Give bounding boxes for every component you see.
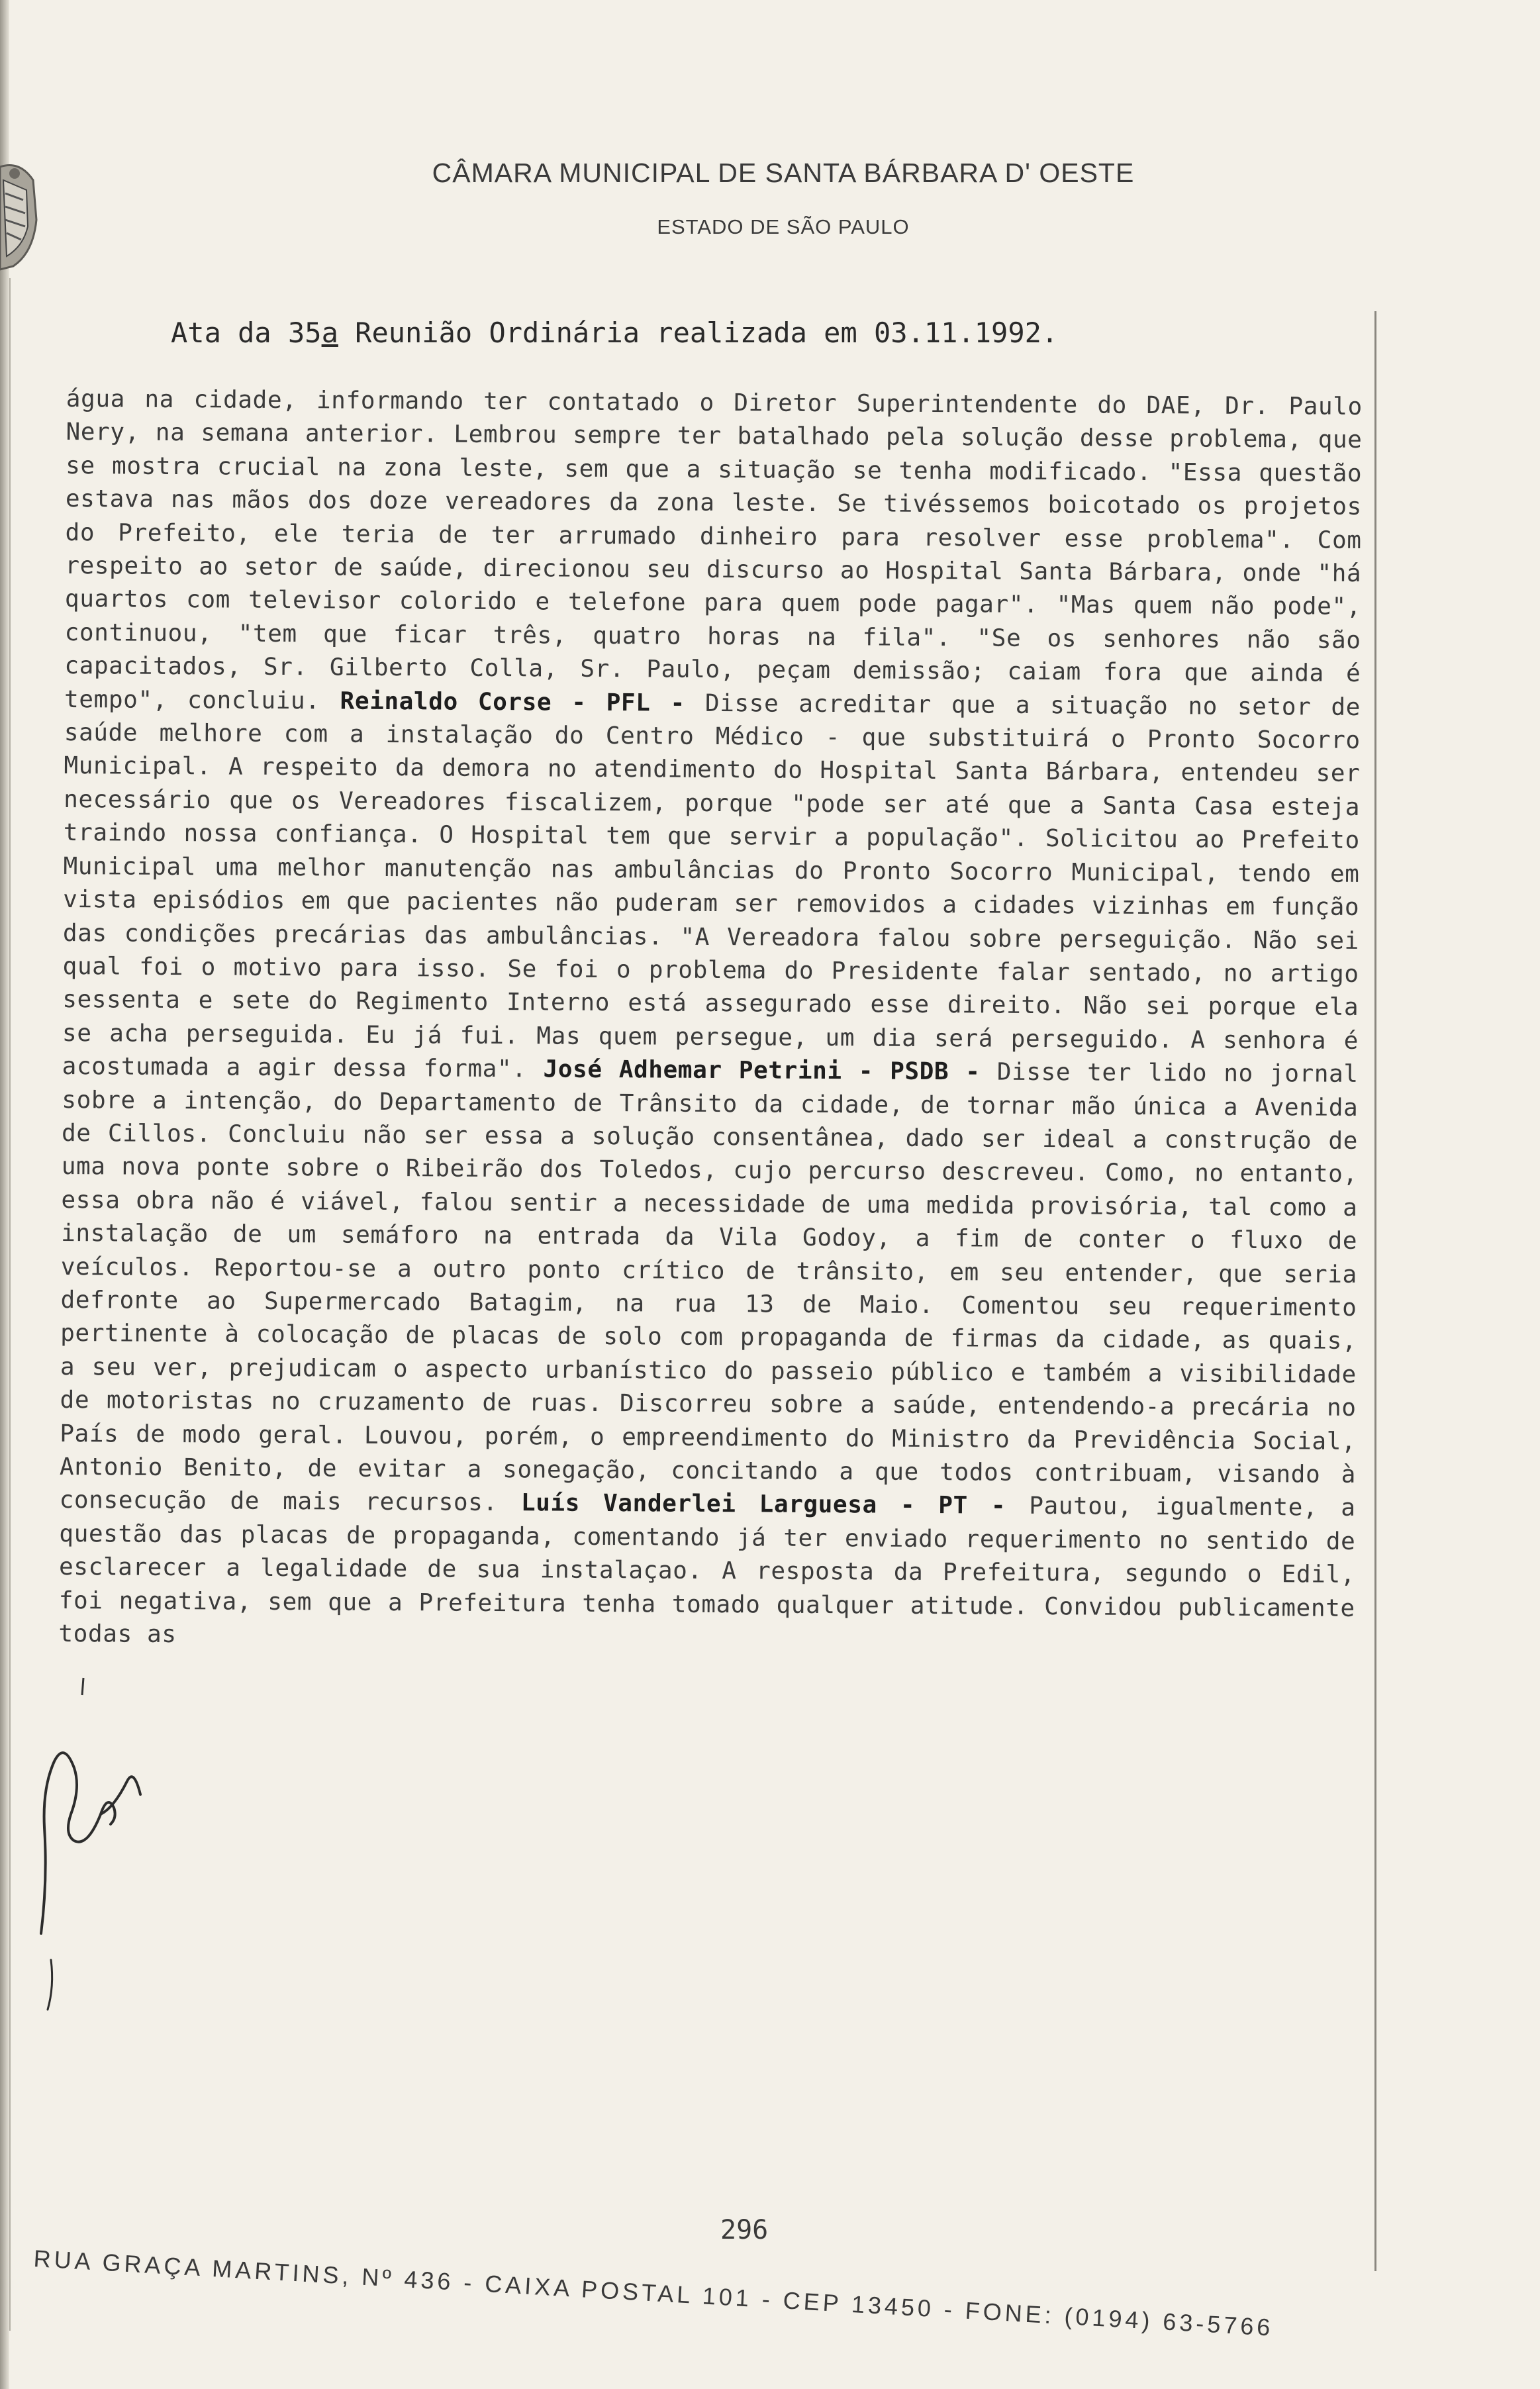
letterhead	[0, 158, 1540, 239]
handwritten-initials	[34, 1682, 160, 2013]
title-ordinal: a	[321, 317, 338, 349]
page-edge	[0, 0, 9, 2389]
chamber-name: CÂMARA MUNICIPAL DE SANTA BÁRBARA D' OESTE	[432, 158, 1135, 188]
speaker-name: Reinaldo Corse - PFL -	[340, 687, 685, 717]
title-prefix: Ata da 35	[171, 317, 322, 349]
speaker-name: José Adhemar Petrini - PSDB -	[543, 1055, 981, 1086]
speaker-name: Luís Vanderlei Larguesa - PT -	[520, 1489, 1006, 1520]
footer-address: RUA GRAÇA MARTINS, Nº 436 - CAIXA POSTAL 101 - CEP 13450 - FONE: (0194) 63-5766	[32, 2245, 1275, 2341]
body-paragraph: Pautou, igualmente, a questão das placas de propaganda, comentando já ter enviado requerimento no sentido de esclarecer a legalidade de sua instalaçao. A resposta da Prefeitura, segundo o Edil, foi negativa, sem que a Prefeitura tenha tomado qualquer atitude. Convidou publicamente todas as	[58, 1492, 1356, 1649]
body-paragraph: Disse ter lido no jornal sobre a intenção, do Departamento de Trânsito da cidade, de tornar mão única a Avenida de Cillos. Concluiu não ser essa a solução consentânea, dado ser ideal a construção de uma nova ponte sobre o Ribeirão dos Toledos, cujo percurso descreveu. Como, no entanto, essa obra não é viável, falou sentir a necessidade de uma medida provisória, tal como a instalação de um semáforo na entrada da Vila Godoy, a fim de conter o fluxo de veículos. Reportou-se a outro ponto crítico de trânsito, em seu entender, que seria defronte ao Supermercado Batagim, na rua 13 de Maio. Comentou seu requerimento pertinente à colocação de placas de solo com propaganda de firmas da cidade, as quais, a seu ver, prejudicam o aspecto urbanístico do passeio público e também a visibilidade de motoristas no cruzamento de ruas. Discorreu sobre a saúde, entendendo-a precária no País de modo geral. Louvou, porém, o empreendimento do Ministro da Previdência Social, Antonio Benito, de evitar a sonegação, concitando a que todos contribuam, visando à consecução de mais recursos.	[59, 1058, 1359, 1517]
page-number: 296	[720, 2215, 769, 2245]
body-paragraph: Disse acreditar que a situação no setor de saúde melhore com a instalação do Centro Médico - que substituirá o Pronto Socorro Municipal. A respeito da demora no atendimento do Hospital Santa Bárbara, entendeu ser necessário que os Vereadores fiscalizem, porque "pode ser até que a Santa Casa esteja traindo nossa confiança. O Hospital tem que servir a população". Solicitou ao Prefeito Municipal uma melhor manutenção nas ambulâncias do Pronto Socorro Municipal, tendo em vista episódios em que pacientes não puderam ser removidos a cidades vizinhas em função das condições precárias das ambulâncias. "A Vereadora falou sobre perseguição. Não sei qual foi o motivo para isso. Se foi o problema do Presidente falar sentado, no artigo sessenta e sete do Regimento Interno está assegurado esse direito. Não sei porque ela se acha perseguida. Eu já fui. Mas quem persegue, um dia será perseguido. A senhora é acostumada a agir dessa forma".	[62, 689, 1361, 1083]
minutes-title	[171, 317, 1058, 349]
title-suffix: Reunião Ordinária realizada em 03.11.1992.	[338, 317, 1059, 349]
minutes-body	[58, 383, 1363, 1659]
state-name: ESTADO DE SÃO PAULO	[657, 215, 910, 238]
right-margin-rule	[1374, 311, 1376, 2271]
left-margin-rule	[9, 278, 11, 2331]
body-paragraph: água na cidade, informando ter contatado o Diretor Superintendente do DAE, Dr. Paulo Nery, na semana anterior. Lembrou sempre ter batalhado pela solução desse problema, que se mostra crucial na zona leste, sem que a situação se tenha modificado. "Essa questão estava nas mãos dos doze vereadores da zona leste. Se tivéssemos boicotado os projetos do Prefeito, ele teria de ter arrumado dinheiro para resolver esse problema". Com respeito ao setor de saúde, direcionou seu discurso ao Hospital Santa Bárbara, onde "há quartos com televisor colorido e telefone para quem pode pagar". "Mas quem não pode", continuou, "tem que ficar três, quatro horas na fila". "Se os senhores não são capacitados, Sr. Gilberto Colla, Sr. Paulo, peçam demissão; caiam fora que ainda é tempo", concluiu.	[64, 385, 1363, 715]
